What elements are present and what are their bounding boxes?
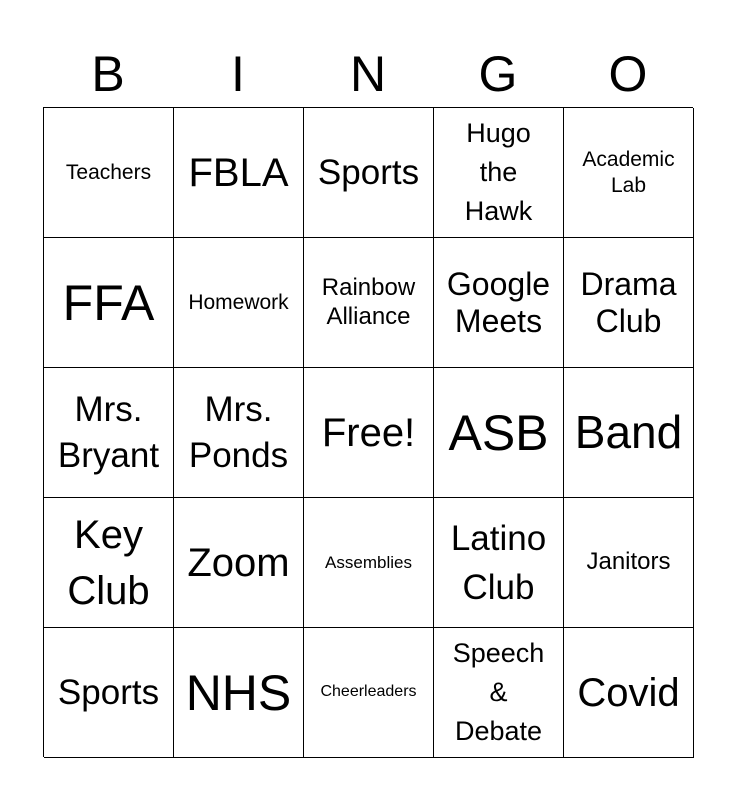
bingo-header	[43, 42, 693, 106]
cell-label: Free!	[321, 410, 416, 455]
cell-label: Rainbow Alliance	[321, 273, 416, 330]
cell-label: Google Meets	[446, 265, 551, 339]
bingo-cell[interactable]	[174, 238, 304, 368]
bingo-cell[interactable]	[44, 238, 174, 368]
header-letter-b: B	[91, 46, 125, 102]
bingo-cell[interactable]	[564, 108, 694, 238]
header-letter-i: I	[231, 46, 245, 102]
bingo-cell[interactable]	[564, 368, 694, 498]
cell-label: Covid	[577, 670, 680, 715]
cell-label: Mrs. Bryant	[57, 390, 160, 475]
cell-label: Academic Lab	[582, 148, 675, 197]
cell-label: Janitors	[586, 548, 671, 576]
bingo-cell[interactable]	[434, 108, 564, 238]
cell-label: Sports	[317, 152, 420, 192]
bingo-cell[interactable]	[304, 368, 434, 498]
cell-label: Assemblies	[325, 552, 412, 572]
bingo-cell[interactable]	[304, 628, 434, 758]
cell-label: Teachers	[65, 160, 152, 184]
bingo-cell[interactable]	[44, 368, 174, 498]
cell-label: FBLA	[188, 150, 289, 195]
bingo-cell[interactable]	[304, 498, 434, 628]
cell-label: Band	[574, 405, 683, 458]
cell-label: Homework	[188, 290, 289, 314]
bingo-cell[interactable]	[174, 368, 304, 498]
cell-label: ASB	[448, 404, 549, 461]
bingo-cell[interactable]	[44, 498, 174, 628]
cell-label: Key Club	[67, 512, 150, 613]
bingo-cell[interactable]	[44, 628, 174, 758]
bingo-grid	[43, 107, 693, 757]
bingo-cell[interactable]	[174, 628, 304, 758]
bingo-cell[interactable]	[174, 498, 304, 628]
bingo-cell[interactable]	[564, 238, 694, 368]
bingo-cell[interactable]	[44, 108, 174, 238]
cell-label: Cheerleaders	[320, 683, 417, 701]
bingo-cell[interactable]	[434, 498, 564, 628]
bingo-cell[interactable]	[434, 628, 564, 758]
bingo-cell[interactable]	[564, 628, 694, 758]
header-letter-g: G	[478, 46, 518, 102]
cell-label: FFA	[62, 274, 155, 331]
cell-label: Zoom	[187, 540, 290, 585]
cell-label: NHS	[185, 664, 292, 721]
bingo-cell[interactable]	[434, 368, 564, 498]
header-letter-n: N	[349, 46, 387, 102]
cell-label: Latino Club	[450, 518, 547, 607]
cell-label: Drama Club	[580, 265, 677, 339]
cell-label: Speech & Debate	[452, 637, 545, 747]
cell-label: Hugo the Hawk	[464, 117, 533, 227]
bingo-cell[interactable]	[564, 498, 694, 628]
bingo-cell[interactable]	[434, 238, 564, 368]
cell-label: Sports	[57, 672, 160, 712]
bingo-cell[interactable]	[304, 238, 434, 368]
header-letter-o: O	[608, 46, 648, 102]
cell-label: Mrs. Ponds	[188, 390, 289, 475]
bingo-cell[interactable]	[174, 108, 304, 238]
bingo-cell[interactable]	[304, 108, 434, 238]
